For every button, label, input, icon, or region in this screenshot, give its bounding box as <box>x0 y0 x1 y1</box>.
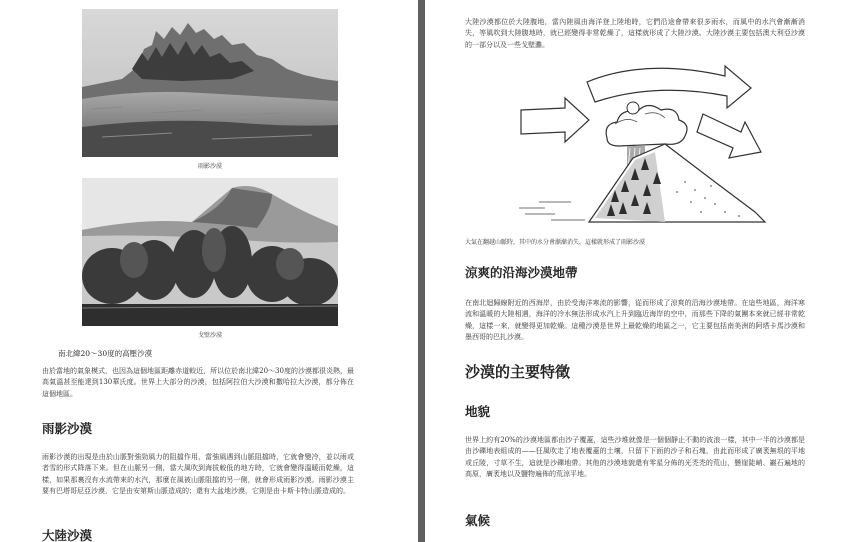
rain-shadow-diagram <box>515 62 775 230</box>
caption-rainshadow-photo: 雨影沙漠 <box>197 163 222 170</box>
subheading-high-pressure: 南北緯20～30度的高壓沙漠 <box>58 349 153 358</box>
heading-rain-shadow: 雨影沙漠 <box>42 421 93 436</box>
rock-formation-photo <box>82 9 338 157</box>
heading-main-features: 沙漠的主要特徵 <box>465 363 571 381</box>
caption-diagram: 大氣在翻越山脈時，其中的水分會漸漸消失，這樣就形成了雨影沙漠 <box>465 239 646 246</box>
heading-climate: 氣候 <box>465 513 491 528</box>
heading-continental: 大陸沙漠 <box>42 528 93 542</box>
left-page <box>0 0 418 542</box>
paragraph-coastal: 在南北迴歸線附近的西海岸，由於受海洋寒流的影響，從而形成了涼爽的沿海沙漠地帶。在這些地區，海洋寒流和溫暖的大陸相遇，海洋的冷水無法形成水汽上升到臨近海岸的空中，而那些下降的氣團本來就已經非常乾燥，這樣一來，就變得更加乾燥。這種沙漠是世界上最乾燥的地區之一，它主要包括南美洲的阿塔卡馬沙漠和墨西哥的巴扎沙漠。 <box>465 299 805 342</box>
paragraph-rain-shadow: 雨影沙漠的出現是由於山脈對強勁風力的阻擋作用，當強風遇到山脈阻擋時，它就會變冷，並以雨或者雪的形式降落下來。但在山脈另一側，當大風吹到海拔較低的地方時，它就會變得溫暖而乾燥，這樣，如果那裏沒有水流帶來的水汽，那麼在風被山脈阻擋的另一側，就會形成雨影沙漠。雨影沙漠主要有巴塔哥尼亞沙漠，它是由安第斯山脈造成的；還有大盆地沙漠，它則是由卡斯卡特山脈造成的。 <box>42 453 354 496</box>
sand-dune-photo <box>82 178 338 326</box>
caption-dune-photo: 戈壁沙漠 <box>197 332 222 339</box>
paragraph-landform: 世界上約有20%的沙漠地區都由沙子覆蓋，這些沙堆就像是一個個靜止不動的波浪一樣，其中一半的沙漠都是由沙礫地表組成的——狂風吹走了地表覆蓋的土壤，只留下下面的沙子和石塊，由此而形成了廣袤無垠的平地或丘陵，寸草不生，這就是沙礫地帶。其他的沙漠地貌還有零星分佈的光禿禿的荒山，懸崖陡峭、巖石遍地的高原，廣袤地以及鹽物遍佈的荒涼平地。 <box>465 436 805 479</box>
heading-coastal: 涼爽的沿海沙漠地帶 <box>465 265 578 280</box>
paragraph-continental: 大陸沙漠都位於大陸腹地，當內陸風由海洋登上陸地時，它們沿途會帶來很多雨水，而風中的水汽會漸漸消失，等風吹到大陸腹地時，就已經變得非常乾燥了，這樣就形成了大陸沙漠。大陸沙漠主要包括澳大利亞沙漠的一部分以及一些戈壁灘。 <box>465 18 805 49</box>
paragraph-high-pressure: 由於當地的氣象模式，也因為這個地區距離赤道較近，所以位於南北緯20～30度的沙漠都很炎熱，最高氣溫甚至能達到130華氏度。世界上大部分的沙漠，包括阿拉伯大沙漠和撒哈拉大沙漠，都分佈在這個地區。 <box>42 367 354 398</box>
heading-landform: 地貌 <box>465 404 491 419</box>
right-page <box>425 0 843 542</box>
page-gutter <box>418 0 425 542</box>
